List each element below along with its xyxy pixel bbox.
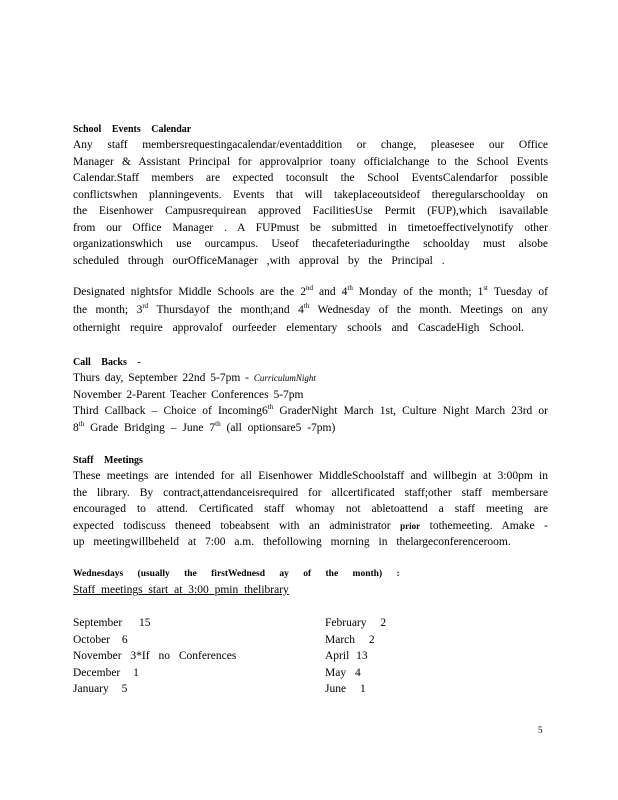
date-item: November 3*If no Conferences <box>73 650 237 662</box>
section-heading-school-events-calendar: School Events Calendar <box>73 124 192 135</box>
dates-right-column <box>325 615 386 698</box>
page-number: 5 <box>538 725 543 735</box>
date-item: April 13 <box>325 650 368 662</box>
date-item: January 5 <box>73 683 128 695</box>
paragraph-line: encouraged to attend. Certificated staff whomay not abletoattend a staff meeting are <box>73 503 548 515</box>
paragraph-line: These meetings are intended for all Eisenhower MiddleSchoolstaff and willbegin at 3:00pm in <box>73 470 548 482</box>
date-item: September 15 <box>73 617 151 629</box>
date-item: March 2 <box>325 633 375 646</box>
paragraph-line: Any staff membersrequestingacalendar/eventaddition or change, pleasesee our Office <box>73 139 548 151</box>
date-item: February 2 <box>325 617 387 629</box>
paragraph-line: the month; 3rd Thursdayof the month;and 4th Wednesday of the month. Meetings on any <box>73 302 548 316</box>
dates-left-column <box>73 615 236 698</box>
paragraph-line: organizationswhich use ourcampus. Useof thecafeteriaduringthe schoolday must alsobe <box>73 238 548 250</box>
date-item: May 4 <box>325 666 361 679</box>
paragraph-line: othernight require approvalof ourfeeder elementary schools and CascadeHigh School. <box>73 322 525 334</box>
section-heading-wednesdays: Wednesdays (usually the firstWednesd ay of the month) : <box>73 569 400 579</box>
paragraph-line: Calendar.Staff members are expected toconsult the School EventsCalendarfor possible <box>73 172 548 184</box>
section-heading-staff-meetings: Staff Meetings <box>73 455 143 466</box>
callback-line: Thurs day, September 22nd 5-7pm - CurriculumNight <box>73 372 316 384</box>
callback-line: November 2-Parent Teacher Conferences 5-7pm <box>73 388 304 401</box>
wednesdays-subline: Staff meetings start at 3:00 pmin thelibrary <box>73 584 289 596</box>
paragraph-line: Manager & Assistant Principal for approvalprior toany officialchange to the School Events <box>73 155 548 168</box>
section-heading-call-backs: Call Backs - <box>73 357 141 368</box>
paragraph-line: expected todiscuss theneed tobeabsent with an administrator prior tothemeeting. Amake - <box>73 519 548 532</box>
document-page <box>73 0 548 800</box>
date-item: June 1 <box>325 683 366 695</box>
paragraph-line: Designated nightsfor Middle Schools are the 2nd and 4th Monday of the month; 1st Tuesday of <box>73 284 548 298</box>
callback-line: Third Callback – Choice of Incoming6th GraderNight March 1st, Culture Night March 23rd or <box>73 403 548 417</box>
paragraph-line: up meetingwillbeheld at 7:00 a.m. thefollowing morning in thelargeconferenceroom. <box>73 536 511 548</box>
paragraph-line: the Eisenhower Campusrequirean approved FacilitiesUse Permit (FUP),which isavailable <box>73 205 548 217</box>
paragraph-line: scheduled through ourOfficeManager ,with approval by the Principal . <box>73 254 445 267</box>
paragraph-line: from our Office Manager . A FUPmust be submitted in timetoeffectivelynotify other <box>73 221 548 234</box>
date-item: December 1 <box>73 666 139 679</box>
callback-line: 8th Grade Bridging – June 7th (all optionsare5 -7pm) <box>73 419 336 434</box>
paragraph-line: conflictswhen planningevents. Events that will takeplaceoutsideof theregularschoolday on <box>73 188 548 201</box>
paragraph-line: the library. By contract,attendanceisrequired for allcertificated staff;other staff membersare <box>73 486 548 499</box>
date-item: October 6 <box>73 633 128 646</box>
